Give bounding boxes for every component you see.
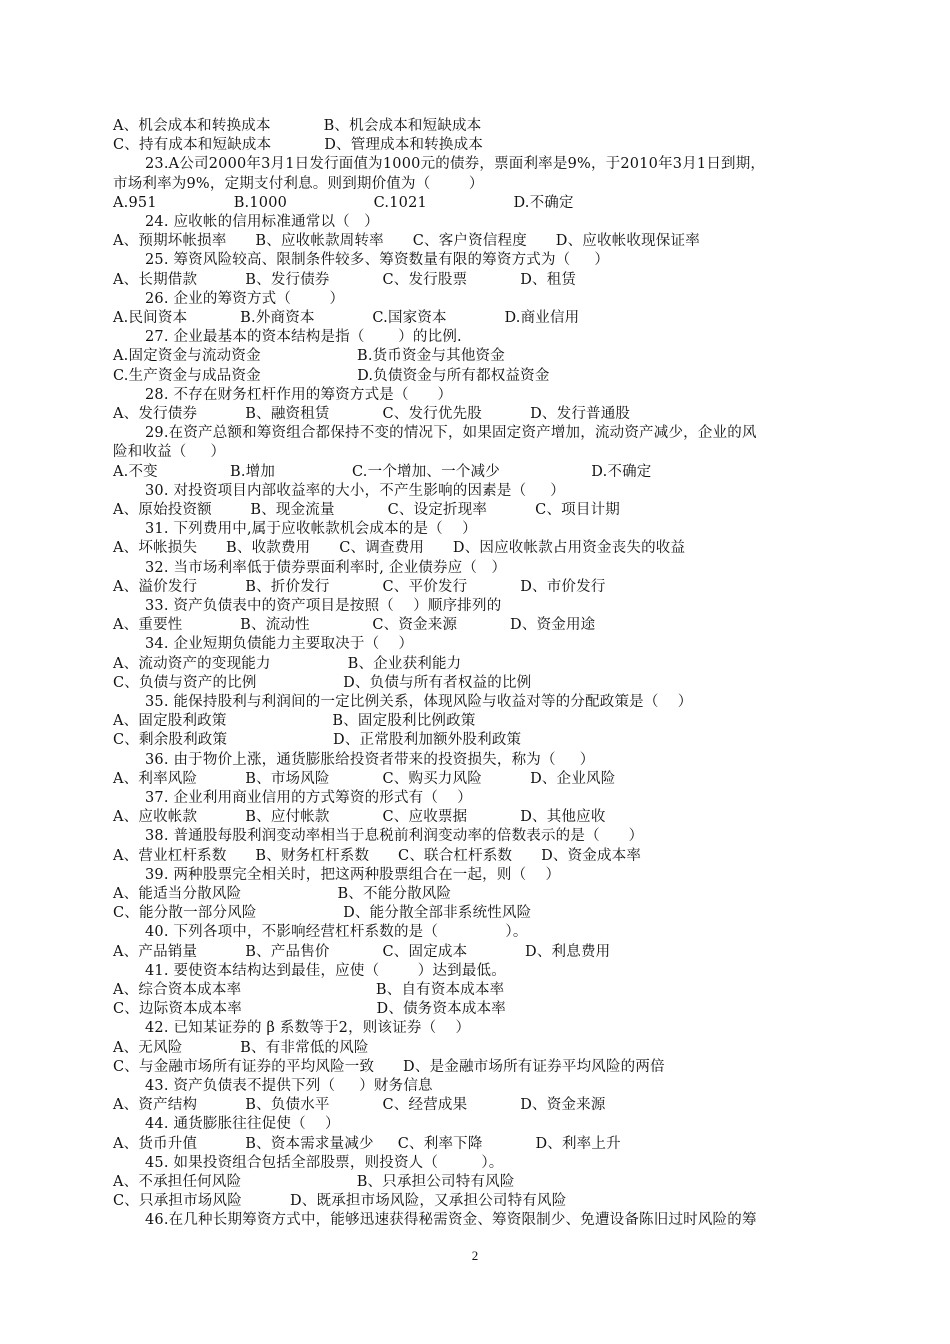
- question-stem: 46.在几种长期筹资方式中，能够迅速获得秘需资金、筹资限制少、免遭设备陈旧过时风险的筹: [145, 1212, 757, 1229]
- answer-options: A、长期借款 B、发行债券 C、发行股票 D、租赁: [113, 271, 577, 288]
- question-stem: 32. 当市场利率低于债券票面利率时, 企业债券应（ ）: [145, 559, 507, 576]
- answer-options: A、预期坏帐损率 B、应收帐款周转率 C、客户资信程度 D、应收帐收现保证率: [113, 233, 700, 250]
- answer-options: A、应收帐款 B、应付帐款 C、应收票据 D、其他应收: [113, 809, 606, 826]
- question-stem: 41. 要使资本结构达到最佳，应使（ ）达到最低。: [145, 962, 506, 979]
- question-stem: 34. 企业短期负债能力主要取决于（ ）: [145, 636, 414, 653]
- question-stem: 39. 两种股票完全相关时，把这两种股票组合在一起，则（ ）: [145, 866, 561, 883]
- question-stem: 44. 通货膨胀往往促使（ ）: [145, 1116, 340, 1133]
- answer-options: C.生产资金与成品资金 D.负债资金与所有都权益资金: [113, 367, 550, 384]
- question-stem: 23.A公司2000年3月1日发行面值为1000元的债券，票面利率是9%，于2010年3月1日到期，: [145, 156, 766, 173]
- answer-options: A、发行债券 B、融资租赁 C、发行优先股 D、发行普通股: [113, 406, 631, 422]
- question-stem: 35. 能保持股利与利润间的一定比例关系，体现风险与收益对等的分配政策是（ ）: [145, 694, 693, 710]
- question-stem: 24. 应收帐的信用标准通常以（ ）: [145, 214, 379, 230]
- answer-options: A、利率风险 B、市场风险 C、购买力风险 D、企业风险: [113, 770, 616, 787]
- answer-options: A、资产结构 B、负债水平 C、经营成果 D、资金来源: [113, 1097, 606, 1114]
- answer-options: A、溢价发行 B、折价发行 C、平价发行 D、市价发行: [113, 578, 606, 595]
- question-stem: 40. 下列各项中，不影响经营杠杆系数的是（ ）。: [145, 924, 528, 941]
- answer-options: A.固定资金与流动资金 B.货币资金与其他资金: [113, 348, 505, 365]
- answer-options: C、剩余股利政策 D、正常股利加额外股利政策: [113, 732, 522, 749]
- answer-options: A、重要性 B、流动性 C、资金来源 D、资金用途: [113, 617, 596, 634]
- answer-options: 险和收益（ ）: [113, 444, 226, 461]
- question-stem: 43. 资产负债表不提供下列（ ）财务信息: [145, 1078, 433, 1094]
- answer-options: A、营业杠杆系数 B、财务杠杆系数 C、联合杠杆系数 D、资金成本率: [113, 847, 642, 864]
- answer-options: A、综合资本成本率 B、自有资本成本率: [113, 982, 505, 998]
- answer-options: A、流动资产的变现能力 B、企业获利能力: [113, 655, 462, 672]
- question-stem: 45. 如果投资组合包括全部股票，则投资人（ ）。: [145, 1154, 504, 1171]
- answer-options: A、产品销量 B、产品售价 C、固定成本 D、利息费用: [113, 943, 611, 960]
- question-stem: 38. 普通股每股利润变动率相当于息税前利润变动率的倍数表示的是（ ）: [145, 828, 644, 845]
- question-stem: 25. 筹资风险较高、限制条件较多、筹资数量有限的筹资方式为（ ）: [145, 252, 610, 269]
- answer-options: A.不变 B.增加 C.一个增加、一个减少 D.不确定: [113, 463, 652, 480]
- question-stem: 42. 已知某证券的 β 系数等于2，则该证券（ ）: [145, 1020, 471, 1037]
- answer-options: C、与金融市场所有证券的平均风险一致 D、是金融市场所有证券平均风险的两倍: [113, 1058, 665, 1075]
- answer-options: A、原始投资额 B、现金流量 C、设定折现率 C、项目计期: [113, 502, 620, 518]
- question-stem: 31. 下列费用中,属于应收帐款机会成本的是（ ）: [145, 521, 477, 538]
- question-stem: 33. 资产负债表中的资产项目是按照（ ）顺序排列的: [145, 598, 502, 614]
- answer-options: A、货币升值 B、资本需求量减少 C、利率下降 D、利率上升: [113, 1135, 621, 1152]
- question-stem: 36. 由于物价上涨，通货膨胀给投资者带来的投资损失，称为（ ）: [145, 751, 595, 768]
- answer-options: C、负债与资产的比例 D、负债与所有者权益的比例: [113, 674, 532, 691]
- answer-options: A.951 B.1000 C.1021 D.不确定: [113, 194, 574, 211]
- answer-options: C、只承担市场风险 D、既承担市场风险，又承担公司特有风险: [113, 1193, 567, 1210]
- question-stem: 37. 企业利用商业信用的方式筹资的形式有（ ）: [145, 790, 473, 806]
- question-stem: 28. 不存在财务杠杆作用的筹资方式是（ ）: [145, 386, 453, 403]
- question-stem: 29.在资产总额和筹资组合都保持不变的情况下，如果固定资产增加，流动资产减少，企业的风: [145, 425, 757, 442]
- answer-options: A、能适当分散风险 B、不能分散风险: [113, 886, 452, 902]
- answer-options: A.民间资本 B.外商资本 C.国家资本 D.商业信用: [113, 310, 580, 326]
- answer-options: C、持有成本和短缺成本 D、管理成本和转换成本: [113, 137, 484, 154]
- answer-options: A、不承担任何风险 B、只承担公司特有风险: [113, 1174, 515, 1190]
- answer-options: A、无风险 B、有非常低的风险: [113, 1039, 369, 1056]
- answer-options: A、坏帐损失 B、收款费用 C、调查费用 D、因应收帐款占用资金丧失的收益: [113, 540, 686, 557]
- answer-options: A、机会成本和转换成本 B、机会成本和短缺成本: [113, 118, 482, 134]
- question-stem: 27. 企业最基本的资本结构是指（ ）的比例.: [145, 329, 462, 346]
- answer-options: A、固定股利政策 B、固定股利比例政策: [113, 713, 476, 730]
- answer-options: C、边际资本成本率 D、债务资本成本率: [113, 1001, 506, 1018]
- answer-options: 市场利率为9%，定期支付利息。则到期价值为（ ）: [113, 175, 484, 192]
- answer-options: C、能分散一部分风险 D、能分散全部非系统性风险: [113, 905, 532, 922]
- page-number: 2: [471, 1248, 479, 1263]
- question-stem: 30. 对投资项目内部收益率的大小，不产生影响的因素是（ ）: [145, 482, 566, 499]
- question-stem: 26. 企业的筹资方式（ ）: [145, 290, 345, 307]
